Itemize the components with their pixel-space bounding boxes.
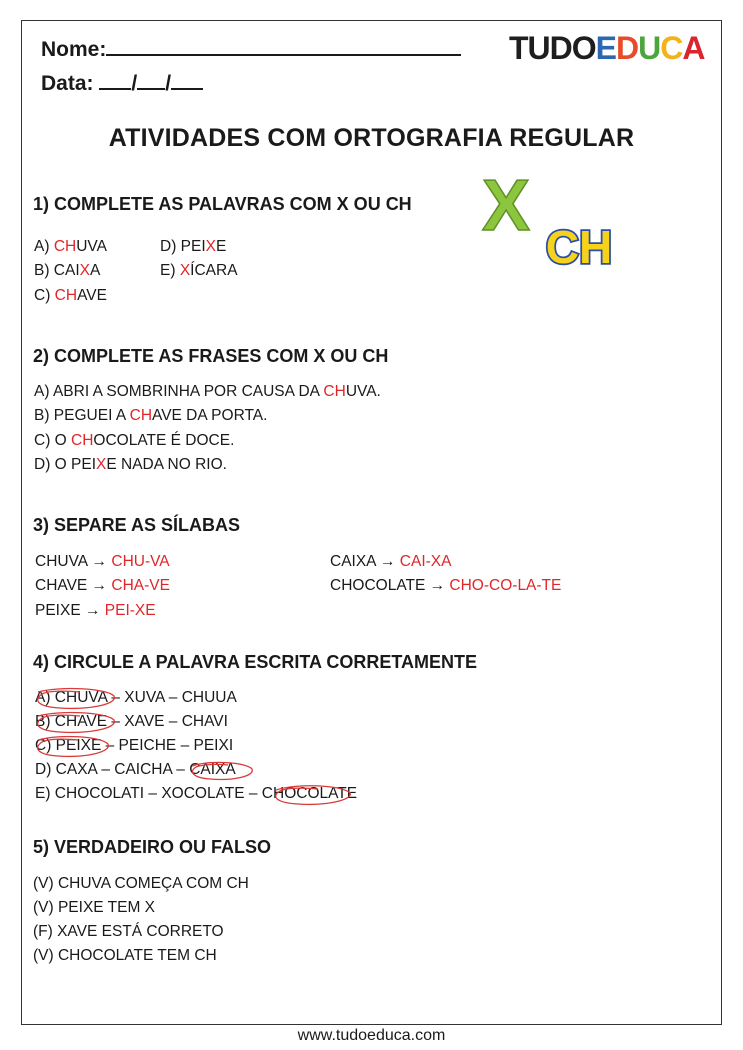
name-label: Nome: (41, 38, 107, 61)
answer-text: CH (323, 383, 346, 400)
answer-text: CH (54, 286, 78, 304)
prompt-text: B) CAI (34, 262, 80, 280)
answer-text: CHU-VA (111, 553, 170, 570)
prompt-text: C) (34, 286, 55, 304)
prompt-text: OCOLATE É DOCE. (93, 431, 235, 449)
section3-title: 3) SEPARE AS SÍLABAS (33, 515, 241, 535)
word-text: CAIXA → (330, 553, 400, 570)
choice-line: A) CHUVA – XUVA – CHUUA (35, 689, 237, 706)
prompt-text: AVE DA PORTA. (152, 407, 268, 425)
answer-text: CH (71, 431, 94, 449)
syllable-line (330, 553, 451, 571)
prompt-text: B) PEGUEI A (34, 407, 130, 425)
answer-text: CHA-VE (111, 577, 170, 595)
prompt-text: C) O (34, 431, 72, 449)
answer-line (160, 238, 226, 256)
answer-text: PEI-XE (104, 601, 156, 619)
prompt-text: ÍCARA (190, 262, 238, 280)
x-letter-icon (481, 170, 531, 236)
prompt-text: UVA (76, 238, 107, 255)
date-field[interactable] (41, 70, 203, 96)
prompt-text: E (216, 238, 227, 255)
date-sep-2: / (165, 72, 172, 95)
word-text: CHAVE → (35, 577, 112, 595)
answer-line (34, 407, 267, 425)
true-false-line: (V) CHOCOLATE TEM CH (33, 947, 217, 964)
date-month-blank[interactable] (137, 70, 165, 90)
section1-title: 1) COMPLETE AS PALAVRAS COM X OU CH (33, 194, 412, 214)
answer-line (34, 456, 227, 474)
page-title: ATIVIDADES COM ORTOGRAFIA REGULAR (108, 124, 635, 152)
syllable-line (35, 602, 156, 620)
answer-line (160, 262, 238, 280)
svg-text:CH: CH (545, 221, 613, 270)
prompt-text: A) ABRI A SOMBRINHA POR CAUSA DA (34, 383, 324, 400)
logo-letter: E (595, 30, 616, 66)
answer-line (34, 432, 234, 450)
section5-title: 5) VERDADEIRO OU FALSO (33, 837, 272, 857)
footer-url: www.tudoeduca.com (297, 1027, 446, 1044)
true-false-line: (V) CHUVA COMEÇA COM CH (33, 875, 249, 892)
date-day-blank[interactable] (99, 70, 131, 90)
answer-line (34, 262, 100, 280)
answer-text: X (179, 262, 191, 280)
logo-letter: U (638, 30, 661, 66)
prompt-text: UVA. (345, 383, 381, 400)
prompt-text: E) (160, 262, 180, 280)
date-year-blank[interactable] (171, 70, 203, 90)
prompt-text: AVE (77, 286, 107, 304)
prompt-text: A (90, 262, 101, 280)
prompt-text: D) PEI (160, 238, 206, 255)
logo-letter: A (682, 30, 705, 66)
date-label: Data: (41, 72, 94, 95)
choice-line: D) CAXA – CAICHA – CAIXA (35, 761, 236, 778)
circle-mark-chocolate (268, 782, 356, 810)
syllable-line (330, 577, 561, 595)
prompt-text: D) O PEI (34, 455, 97, 473)
true-false-line: (F) XAVE ESTÁ CORRETO (33, 923, 224, 940)
prompt-text: A) (34, 238, 54, 255)
logo-tudo: TUDO (509, 30, 596, 66)
answer-text: X (205, 238, 216, 255)
answer-text: CHO-CO-LA-TE (449, 577, 562, 595)
date-sep-1: / (131, 72, 138, 95)
true-false-line: (V) PEIXE TEM X (33, 899, 156, 916)
word-text: CHOCOLATE → (330, 577, 450, 595)
logo-letter: C (660, 30, 683, 66)
section2-title: 2) COMPLETE AS FRASES COM X OU CH (33, 346, 389, 366)
syllable-line (35, 577, 170, 595)
circle-mark-caixa (186, 758, 258, 786)
ch-letters-icon (541, 218, 617, 270)
choice-line: C) PEIXE – PEICHE – PEIXI (35, 737, 234, 754)
answer-text: X (79, 262, 90, 280)
tudoeduca-logo (509, 30, 704, 67)
svg-text:X: X (481, 170, 531, 236)
section4-title: 4) CIRCULE A PALAVRA ESCRITA CORRETAMENTE (33, 652, 477, 672)
syllable-line (35, 553, 170, 571)
answer-line (34, 238, 107, 256)
answer-line (34, 287, 107, 305)
answer-text: CAI-XA (399, 553, 452, 570)
choice-line: B) CHAVE – XAVE – CHAVI (35, 713, 228, 730)
word-text: PEIXE → (35, 601, 105, 619)
answer-text: CH (53, 238, 77, 255)
name-blank[interactable] (106, 36, 461, 56)
answer-text: X (96, 455, 107, 473)
answer-text: CH (129, 407, 153, 425)
answer-line (34, 383, 381, 401)
circle-mark-peixe (30, 734, 114, 762)
logo-educa (596, 30, 705, 66)
prompt-text: E NADA NO RIO. (106, 455, 227, 473)
word-text: CHUVA → (35, 553, 112, 570)
choice-line: E) CHOCOLATI – XOCOLATE – CHOCOLATE (35, 785, 358, 802)
name-field[interactable] (41, 36, 461, 62)
logo-letter: D (616, 30, 639, 66)
